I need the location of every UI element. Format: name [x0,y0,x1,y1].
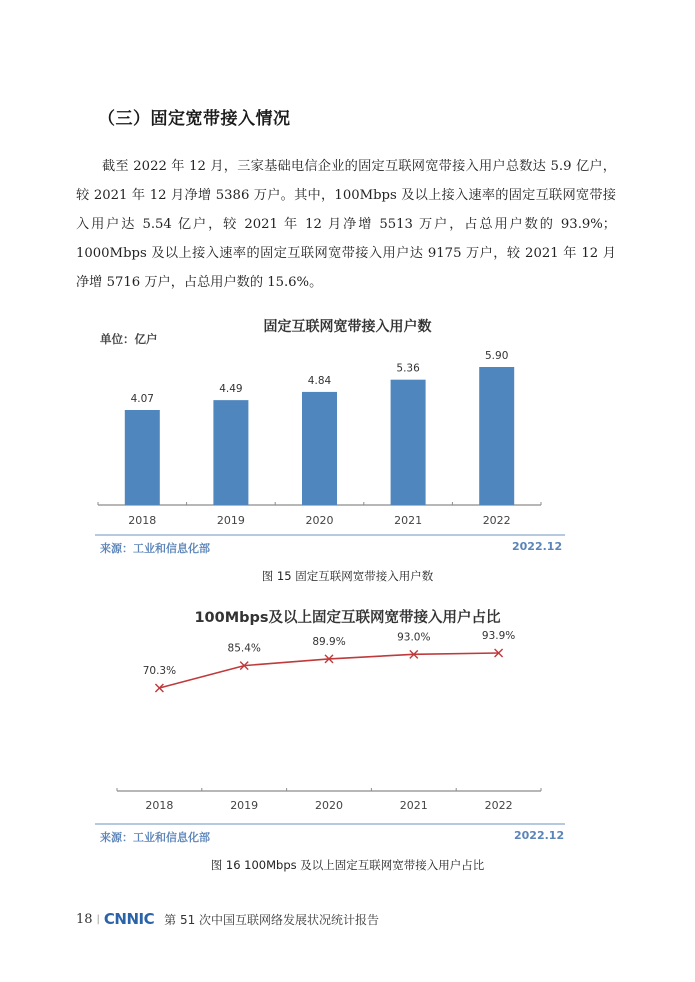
point-value-label: 93.9% [481,630,516,642]
figure15-source: 来源：工业和信息化部 [100,542,210,555]
page-footer [76,910,379,928]
bar-2020 [302,392,337,505]
bar-value-label: 4.84 [307,374,332,387]
x-axis-tick-label: 2019 [216,514,245,527]
figure15-chart-title: 固定互联网宽带接入用户数 [263,319,432,335]
bar-2022 [479,367,514,505]
x-axis-tick-label: 2022 [484,799,513,812]
figure16-source: 来源：工业和信息化部 [100,831,210,844]
figure15-caption: 图 15 固定互联网宽带接入用户数 [261,569,434,583]
figure15-source-rule [95,534,565,536]
point-value-label: 70.3% [142,665,177,677]
x-axis-tick-label: 2020 [315,799,343,812]
paragraph-text: 截至 2022 年 12 月，三家基础电信企业的固定互联网宽带接入用户总数达 5.9 亿户，较 2021 年 12 月净增 5386 万户。其中，100Mbps 及以上接入速率的固定互联网宽带接入用户达 5.54 亿户，较 2021 年 12 月净增 5513 万户，占总用户数的 93.9%；1000Mbps 及以上接入速率的固定互联网宽带接入用户达 9175 万户，较 2021 年 12 月净增 5716 万户，占总用户数的 15.6%。 [76,159,616,290]
bar-value-label: 5.36 [396,362,420,375]
figure16-line-chart [0,625,695,815]
point-value-label: 93.0% [397,631,431,644]
footer-separator: | [96,913,100,925]
bar-2019 [213,400,248,505]
x-axis-tick-label: 2021 [399,799,428,812]
x-axis-tick-label: 2021 [394,514,423,527]
page-number: 18 [76,911,93,927]
figure16-chart-title: 100Mbps及以上固定互联网宽带接入用户占比 [194,610,501,626]
body-paragraph [76,152,616,297]
figure15-unit-label: 单位：亿户 [100,332,158,346]
figure16-source-rule [95,823,565,825]
bar-2018 [125,410,160,505]
x-axis-tick-label: 2020 [305,514,334,527]
bar-2021 [391,380,426,505]
figure15-date: 2022.12 [512,540,563,553]
figure16-caption: 图 16 100Mbps 及以上固定互联网宽带接入用户占比 [210,858,485,872]
bar-value-label: 4.07 [130,393,154,405]
cnnic-logo: CNNIC [103,910,155,928]
section-title: （三）固定宽带接入情况 [98,109,291,129]
point-value-label: 85.4% [227,642,261,655]
x-axis-tick-label: 2019 [230,799,259,812]
report-title: 第 51 次中国互联网络发展状况统计报告 [164,912,380,927]
x-axis-tick-label: 2018 [145,799,174,812]
bar-value-label: 4.49 [219,383,243,396]
x-axis-tick-label: 2022 [482,514,511,527]
point-value-label: 89.9% [312,635,346,648]
figure15-bar-chart [0,340,695,530]
figure16-date: 2022.12 [514,829,565,842]
x-axis-tick-label: 2018 [128,514,157,527]
bar-value-label: 5.90 [485,350,509,362]
